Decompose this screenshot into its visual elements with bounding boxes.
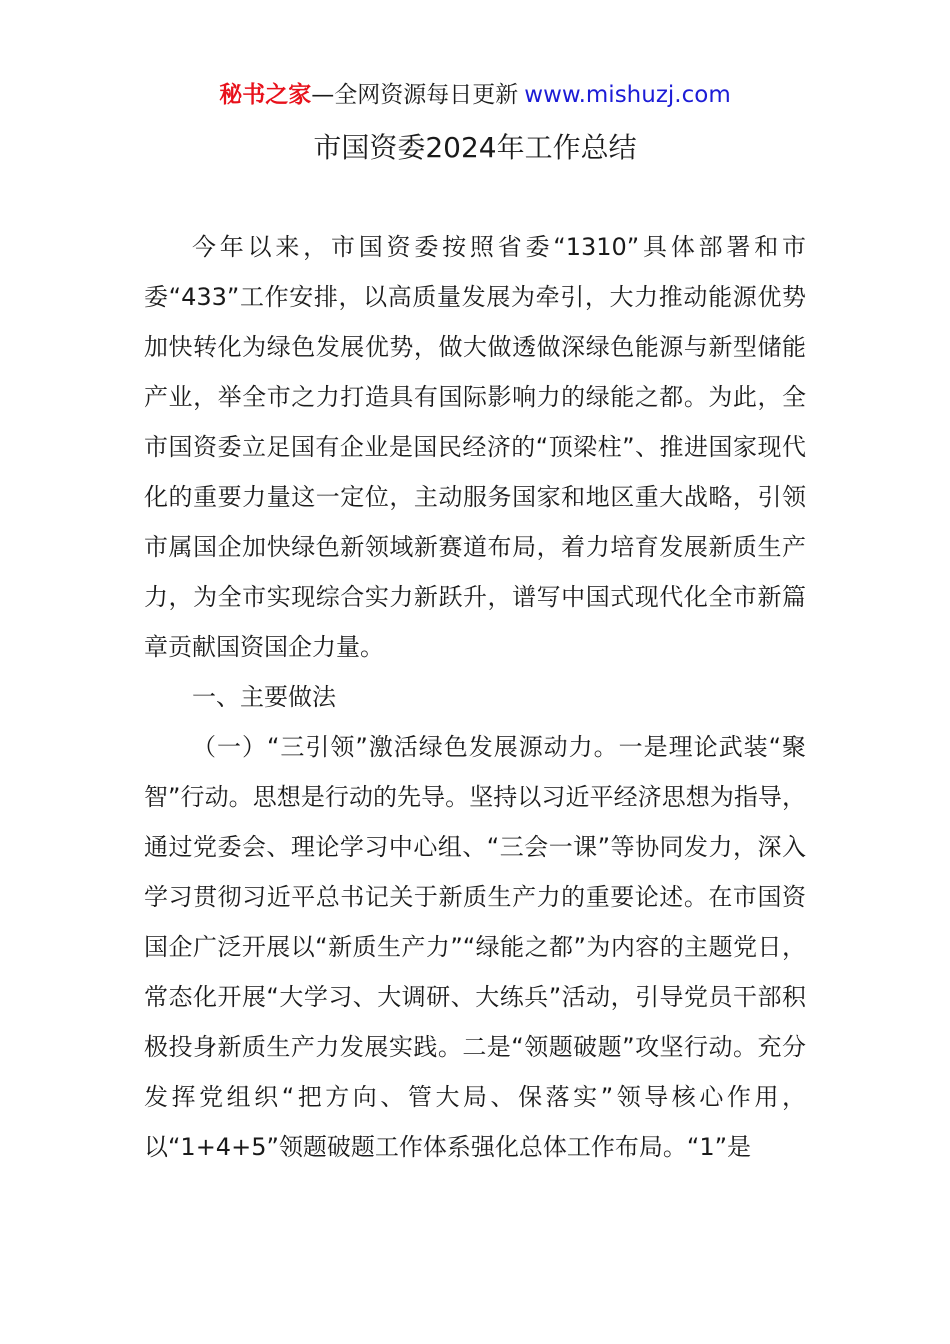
section-heading: 一、主要做法 — [192, 683, 336, 711]
site-header — [0, 78, 950, 112]
header-slogan: —全网资源每日更新 — [311, 82, 519, 108]
site-url-link[interactable]: www.mishuzj.com — [524, 82, 731, 108]
body-paragraph: （一）“三引领”激活绿色发展源动力。一是理论武装“聚智”行动。思想是行动的先导。坚持以习近平经济思想为指导，通过党委会、理论学习中心组、“三会一课”等协同发力，深入学习贯彻习近平总书记关于新质生产力的重要论述。在市国资国企广泛开展以“新质生产力”“绿能之都”为内容的主题党日，常态化开展“大学习、大调研、大练兵”活动，引导党员干部积极投身新质生产力发展实践。二是“领题破题”攻坚行动。充分发挥党组织“把方向、管大局、保落实”领导核心作用，以“1+4+5”领题破题工作体系强化总体工作布局。“1”是 — [144, 733, 806, 1161]
document-title: 市国资委2024年工作总结 — [313, 131, 637, 164]
brand-name: 秘书之家 — [219, 82, 312, 108]
intro-paragraph: 今年以来，市国资委按照省委“1310”具体部署和市委“433”工作安排，以高质量发展为牵引，大力推动能源优势加快转化为绿色发展优势，做大做透做深绿色能源与新型储能产业，举全市之力打造具有国际影响力的绿能之都。为此，全市国资委立足国有企业是国民经济的“顶梁柱”、推进国家现代化的重要力量这一定位，主动服务国家和地区重大战略，引领市属国企加快绿色新领域新赛道布局，着力培育发展新质生产力，为全市实现综合实力新跃升，谱写中国式现代化全市新篇章贡献国资国企力量。 — [144, 233, 806, 661]
document-body — [144, 222, 806, 1172]
